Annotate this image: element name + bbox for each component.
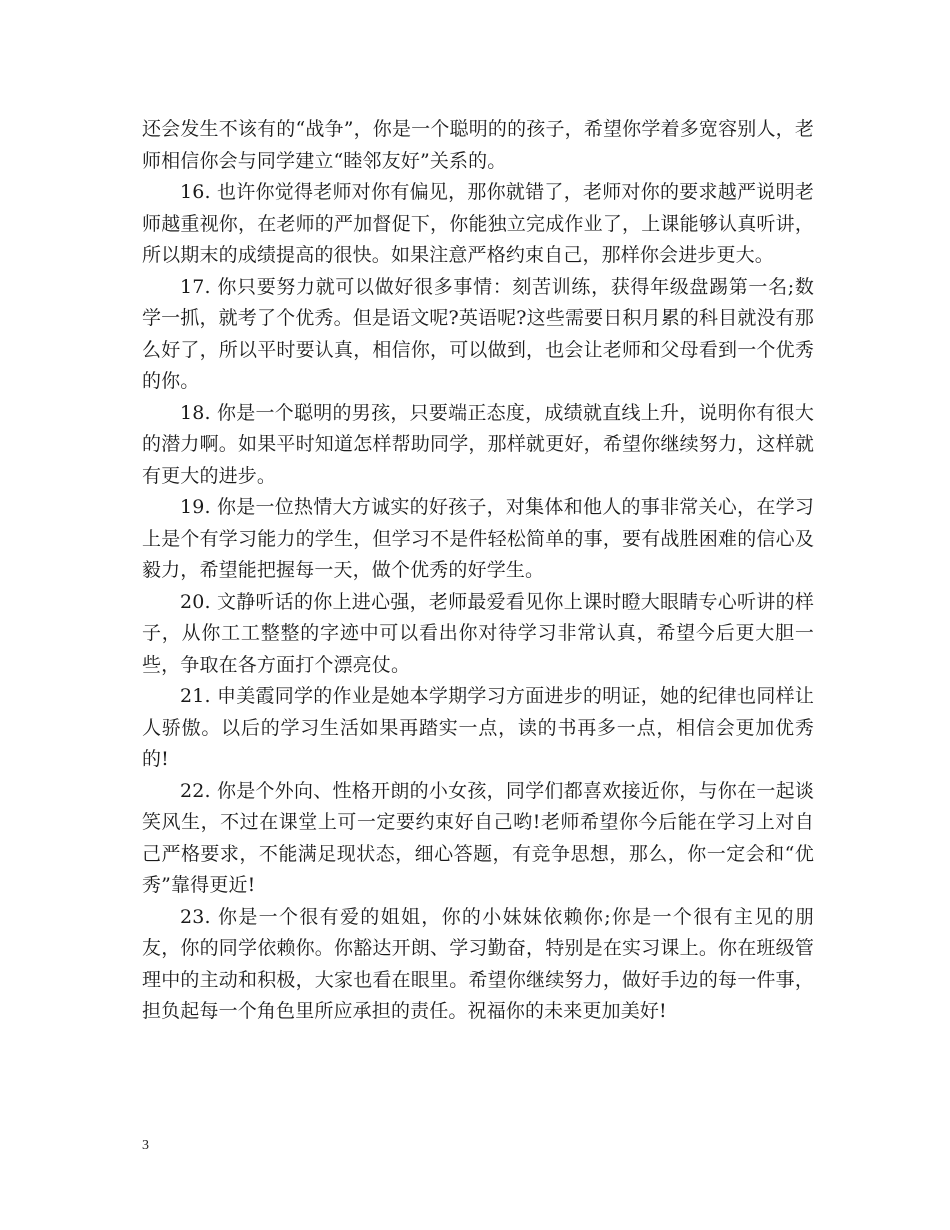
paragraph-item-20: 20. 文静听话的你上进心强，老师最爱看见你上课时瞪大眼睛专心听讲的样子，从你工工整整的字迹中可以看出你对待学习非常认真，希望今后更大胆一些，争取在各方面打个漂亮仗。 [142,590,814,676]
paragraph-item-19: 19. 你是一位热情大方诚实的好孩子，对集体和他人的事非常关心，在学习上是个有学习能力的学生，但学习不是件轻松简单的事，要有战胜困难的信心及毅力，希望能把握每一天，做个优秀的好学生。 [142,496,814,581]
paragraph-item-22: 22. 你是个外向、性格开朗的小女孩，同学们都喜欢接近你，与你在一起谈笑风生，不过在课堂上可一定要约束好自己哟!老师希望你今后能在学习上对自己严格要求，不能满足现状态，细心答题，有竞争思想，那么，你一定会和“优秀”靠得更近! [142,779,814,896]
page-number: 3 [142,1138,149,1153]
document-body [142,114,814,1028]
paragraph-item-18: 18. 你是一个聪明的男孩，只要端正态度，成绩就直线上升，说明你有很大的潜力啊。如果平时知道怎样帮助同学，那样就更好，希望你继续努力，这样就有更大的进步。 [142,401,814,487]
paragraph-item-17: 17. 你只要努力就可以做好很多事情：刻苦训练，获得年级盘踢第一名;数学一抓，就考了个优秀。但是语文呢?英语呢?这些需要日积月累的科目就没有那么好了，所以平时要认真，相信你，可以做到，也会让老师和父母看到一个优秀的你。 [142,275,814,392]
paragraph-continuation: 还会发生不该有的“战争”，你是一个聪明的的孩子，希望你学着多宽容别人，老师相信你会与同学建立“睦邻友好”关系的。 [142,118,814,172]
paragraph-item-23: 23. 你是一个很有爱的姐姐，你的小妹妹依赖你;你是一个很有主见的朋友，你的同学依赖你。你豁达开朗、学习勤奋，特别是在实习课上。你在班级管理中的主动和积极，大家也看在眼里。希望你继续努力，做好手边的每一件事，担负起每一个角色里所应承担的责任。祝福你的未来更加美好! [142,905,814,1022]
paragraph-item-16: 16. 也许你觉得老师对你有偏见，那你就错了，老师对你的要求越严说明老师越重视你，在老师的严加督促下，你能独立完成作业了，上课能够认真听讲，所以期末的成绩提高的很快。如果注意严格约束自己，那样你会进步更大。 [142,181,814,266]
paragraph-item-21: 21. 申美霞同学的作业是她本学期学习方面进步的明证，她的纪律也同样让人骄傲。以后的学习生活如果再踏实一点，读的书再多一点，相信会更加优秀的! [142,685,814,770]
